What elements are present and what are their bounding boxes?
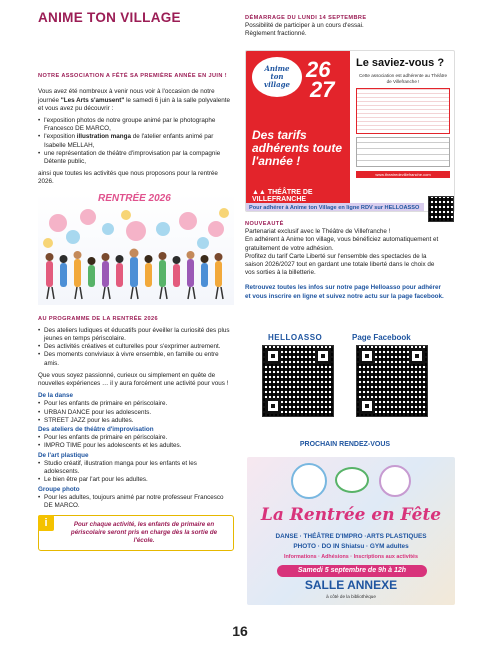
saviez-detail-box	[356, 88, 450, 134]
flyer-theatre-name: ▲▲ THÉÂTRE DE VILLEFRANCHE	[252, 189, 313, 203]
list-item: • Pour les enfants de primaire en périscolaire.	[38, 400, 234, 408]
illustration-title: RENTRÉE 2026	[98, 192, 171, 204]
saviez-panel	[350, 51, 455, 203]
retrouvez-text: Retrouvez toutes les infos sur notre page Helloasso pour adhérer et vous inscrire en ligne et suivez notre actu sur la page facebook.	[245, 284, 444, 300]
fete-title: La Rentrée en Fête	[260, 505, 442, 525]
closing-paragraph: Que vous soyez passionné, curieux ou simplement en quête de nouvelles expériences … il y aura forcément une activité pour vous !	[38, 371, 229, 388]
page-title: ANIME TON VILLAGE	[38, 10, 181, 25]
list-item: • Le bien être par l'art pour les adultes.	[38, 476, 234, 484]
flyer-year-top: 26	[306, 57, 331, 82]
list-item: • l'exposition photos de notre groupe animé par le photographe Francesco DE MARCO,	[38, 117, 234, 133]
info-text: Pour chaque activité, les enfants de primaire en périscolaire seront pris en charge dès la sortie de l'école.	[70, 521, 218, 545]
group-heading: Des ateliers de théâtre d'improvisation	[38, 426, 154, 434]
activity-group-art	[38, 452, 234, 485]
dancers-graphic	[38, 193, 234, 305]
flyer-qr-code[interactable]	[428, 196, 454, 222]
activity-group-photo	[38, 486, 234, 511]
flyer-logo-middle	[335, 467, 369, 493]
next-event-heading: PROCHAIN RENDEZ-VOUS	[299, 441, 391, 448]
helloasso-qr-code[interactable]	[262, 345, 334, 417]
list-item: • Studio créatif, illustration manga pour les enfants et les adolescents.	[38, 460, 234, 476]
saviez-link[interactable]: www.theatredevillefranche.com	[356, 171, 450, 178]
list-item: • URBAN DANCE pour les adolescents.	[38, 409, 234, 417]
fete-date-banner	[277, 565, 427, 577]
news-line: En adhérent à Anime ton village, vous bénéficiez automatiquement et gratuitement de votre adhésion.	[245, 236, 439, 252]
info-box	[38, 515, 234, 551]
section-heading-anniversary: NOTRE ASSOCIATION A FÊTÉ SA PREMIÈRE ANNÉE EN JUIN !	[38, 73, 228, 80]
theatre-logo-icon: ▲▲	[252, 189, 268, 196]
flyer-year-bottom: 27	[310, 77, 335, 102]
saviez-table	[356, 137, 450, 167]
qr-helloasso-label: HELLOASSO	[268, 333, 323, 342]
info-icon: i	[38, 515, 54, 531]
list-item: • Des activités créatives et culturelles pour s'exprimer autrement.	[38, 343, 234, 351]
page-number: 16	[232, 623, 248, 639]
rentree-illustration	[38, 193, 234, 305]
helloasso-banner[interactable]: Pour adhérer à Anime ton Village en ligne RDV sur HELLOASSO	[246, 203, 424, 212]
fete-place-sub: à côté de la bibliothèque	[326, 594, 376, 599]
flyer-logo-text: Anime ton village	[264, 64, 290, 89]
right-column	[245, 0, 445, 39]
list-item: • STREET JAZZ pour les adultes.	[38, 417, 234, 425]
saviez-title: Le saviez-vous ?	[356, 57, 445, 69]
left-column	[38, 0, 234, 551]
list-item: • Pour les adultes, toujours animé par notre professeur Francesco DE MARCO.	[38, 494, 234, 510]
flyer-logo-left	[291, 463, 327, 499]
activity-group-dance	[38, 392, 234, 425]
list-item: • une représentation de théâtre d'improvisation par la compagnie Détente public,	[38, 150, 234, 166]
fete-place: SALLE ANNEXE	[304, 578, 398, 592]
theatre-flyer	[245, 50, 455, 212]
group-heading: De la danse	[38, 392, 73, 400]
activity-group-theatre	[38, 426, 234, 451]
program-list	[38, 327, 234, 368]
intro-paragraph: Vous avez été nombreux à venir nous voir à l'occasion de notre journée "Les Arts s'amusent" le samedi 6 juin à la salle polyvalente et vous avez pu découvrir :	[38, 88, 231, 112]
flyer-red-panel	[246, 51, 350, 203]
start-heading: DÉMARRAGE DU LUNDI 14 SEPTEMBRE	[245, 15, 367, 21]
saviez-subtitle: Cette association est adhérente au Théâtre de Villefranche !	[358, 73, 448, 84]
fete-line2: PHOTO · DO IN Shiatsu · GYM adultes	[293, 543, 409, 550]
rentree-fete-flyer	[247, 457, 455, 605]
list-item: • Des ateliers ludiques et éducatifs pour éveiller la curiosité des plus jeunes en temps périscolaire.	[38, 327, 234, 343]
fete-line1: DANSE · THÉÂTRE D'IMPRO ·ARTS PLASTIQUES	[275, 533, 427, 540]
news-block	[245, 220, 445, 301]
facebook-qr-code[interactable]	[356, 345, 428, 417]
list-item: • Pour les enfants de primaire en périscolaire.	[38, 434, 234, 442]
start-line: Règlement fractionné.	[245, 30, 307, 38]
section-heading-program: AU PROGRAMME DE LA RENTRÉE 2026	[38, 315, 159, 322]
fete-line3: Informations · Adhésions · Inscriptions aux activités	[284, 554, 418, 560]
exhibit-list	[38, 117, 234, 166]
news-line: Profitez du tarif Carte Liberté sur l'ensemble des spectacles de la saison 2026/2027 tout en gardant une totale liberté dans le choix de vos sorties à la billetterie.	[245, 252, 435, 277]
list-item: • l'exposition illustration manga de l'atelier enfants animé par Isabelle MELLAH,	[38, 133, 234, 149]
news-line: Partenariat exclusif avec le Théâtre de Villefranche !	[245, 228, 391, 236]
news-heading: NOUVEAUTÉ	[245, 221, 284, 227]
flyer-slogan: Des tarifs adhérents toute l'année !	[252, 128, 343, 168]
group-heading: Groupe photo	[38, 485, 80, 493]
activity-groups	[38, 392, 234, 510]
list-item: • Des moments conviviaux à vivre ensemble, en famille ou entre amis.	[38, 351, 234, 367]
start-line: Possibilité de participer à un cours d'essai.	[245, 22, 364, 30]
after-list-text: ainsi que toutes les activités que nous proposons pour la rentrée 2026.	[38, 170, 218, 186]
flyer-logo-circle	[252, 57, 302, 97]
group-heading: De l'art plastique	[38, 451, 89, 459]
qr-facebook-label: Page Facebook	[352, 333, 411, 342]
list-item: • IMPRO TIME pour les adolescents et les adultes.	[38, 442, 234, 450]
fete-date: Samedi 5 septembre de 9h à 12h	[297, 567, 407, 574]
flyer-logo-right	[379, 465, 411, 497]
